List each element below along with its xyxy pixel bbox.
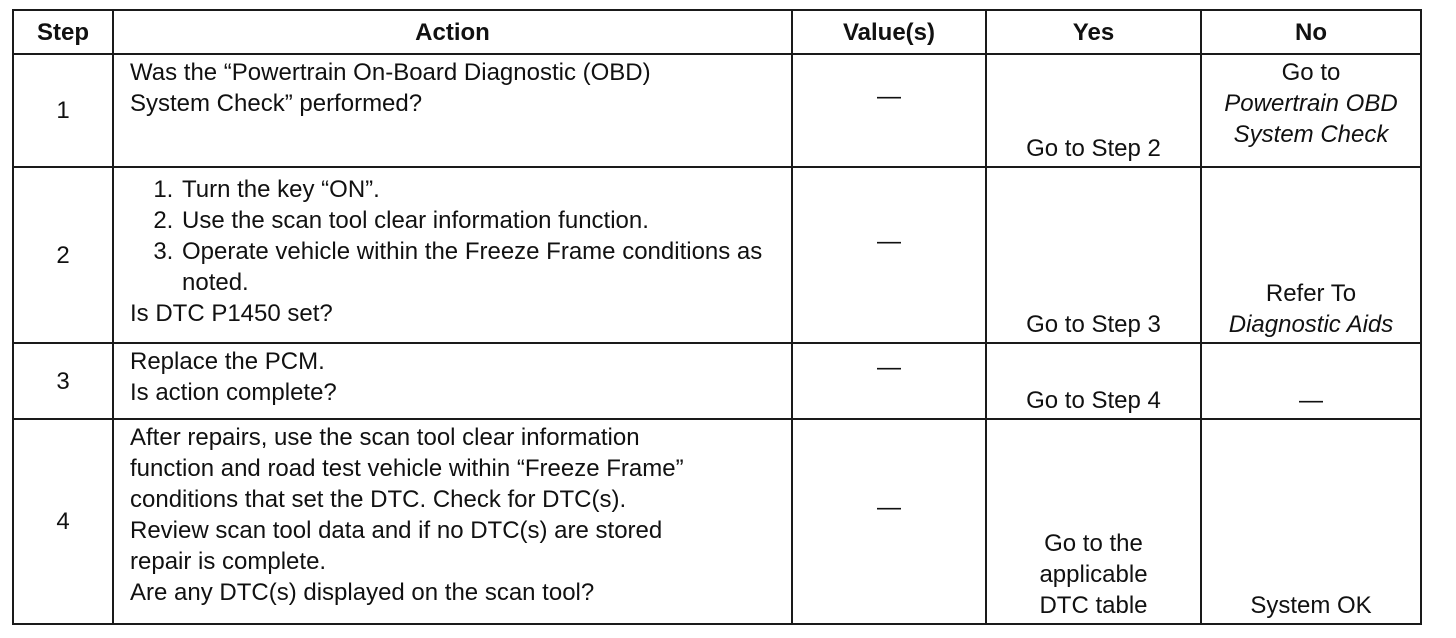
yes-text: Go to the	[1044, 530, 1143, 557]
action-cell	[113, 343, 792, 419]
yes-text: Go to Step 4	[1026, 387, 1161, 414]
action-line: After repairs, use the scan tool clear information	[130, 424, 640, 451]
header-no: No	[1201, 10, 1421, 54]
yes-text: Go to Step 2	[1026, 135, 1161, 162]
yes-text: applicable	[1039, 561, 1148, 588]
action-line: Replace the PCM.	[130, 348, 325, 375]
no-cell	[1201, 419, 1421, 624]
value-cell	[792, 343, 986, 419]
yes-text: Go to Step 3	[1026, 311, 1161, 338]
no-text: System OK	[1250, 592, 1372, 619]
yes-cell	[986, 419, 1201, 624]
action-step-item: 1. Turn the key “ON”.	[180, 174, 783, 205]
value-dash: —	[877, 353, 901, 381]
value-cell	[792, 167, 986, 343]
action-line: Review scan tool data and if no DTC(s) are stored	[130, 517, 663, 544]
action-line: System Check” performed?	[130, 90, 423, 117]
no-dash: —	[1299, 387, 1323, 414]
action-cell	[113, 54, 792, 167]
step-number: 3	[13, 343, 113, 419]
value-dash: —	[877, 83, 901, 110]
action-line: conditions that set the DTC. Check for DTC(s).	[130, 486, 627, 513]
yes-cell	[986, 343, 1201, 419]
table-row	[13, 167, 1421, 343]
action-line: Is action complete?	[130, 379, 337, 406]
action-cell	[113, 167, 792, 343]
value-cell	[792, 419, 986, 624]
diagnostic-table	[12, 9, 1422, 625]
header-yes: Yes	[986, 10, 1201, 54]
action-step-item: 3. Operate vehicle within the Freeze Frame conditions as noted.	[180, 236, 783, 298]
step-number: 1	[13, 54, 113, 167]
yes-cell	[986, 54, 1201, 167]
action-cell	[113, 419, 792, 624]
step-number: 4	[13, 419, 113, 624]
no-cell	[1201, 343, 1421, 419]
header-values: Value(s)	[792, 10, 986, 54]
value-cell	[792, 54, 986, 167]
no-cell	[1201, 54, 1421, 167]
yes-cell	[986, 167, 1201, 343]
no-cell	[1201, 167, 1421, 343]
no-link-text: Powertrain OBD	[1224, 90, 1398, 117]
no-text: Go to	[1281, 59, 1341, 86]
value-dash: —	[877, 494, 901, 521]
table-row	[13, 343, 1421, 419]
no-text: Refer To	[1265, 280, 1357, 307]
action-line: function and road test vehicle within “Freeze Frame”	[130, 455, 684, 482]
step-number: 2	[13, 167, 113, 343]
action-line: repair is complete.	[130, 548, 327, 575]
yes-text: DTC table	[1039, 592, 1148, 619]
action-line: Was the “Powertrain On-Board Diagnostic (OBD)	[130, 59, 651, 86]
table-row	[13, 54, 1421, 167]
header-action: Action	[113, 10, 792, 54]
action-line: Are any DTC(s) displayed on the scan tool?	[130, 579, 595, 606]
action-step-item: 2. Use the scan tool clear information function.	[180, 205, 783, 236]
action-question: Is DTC P1450 set?	[130, 300, 333, 327]
value-dash: —	[877, 227, 901, 255]
action-steps-list	[130, 174, 783, 298]
header-step: Step	[13, 10, 113, 54]
no-link-text: Diagnostic Aids	[1228, 311, 1394, 338]
header-row	[13, 10, 1421, 54]
table-row	[13, 419, 1421, 624]
no-link-text: System Check	[1233, 121, 1389, 148]
